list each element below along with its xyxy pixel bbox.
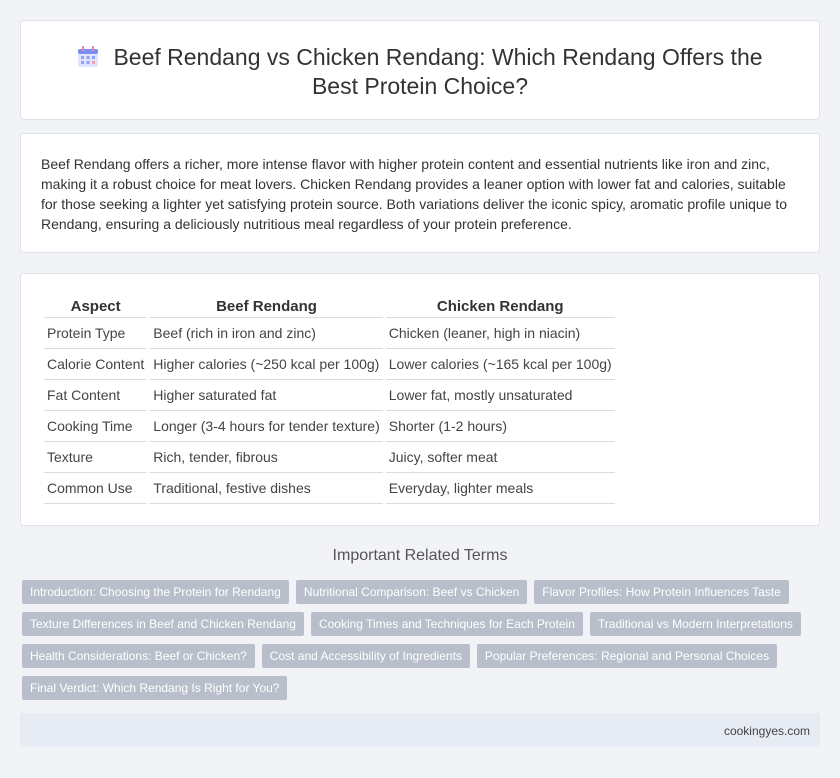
related-term-tag[interactable]: Traditional vs Modern Interpretations bbox=[590, 612, 801, 636]
footer bbox=[20, 713, 820, 747]
table-cell: Beef (rich in iron and zinc) bbox=[150, 318, 382, 349]
header-chicken: Chicken Rendang bbox=[386, 294, 615, 318]
table-cell: Cooking Time bbox=[44, 411, 147, 442]
table-row bbox=[44, 318, 615, 349]
table-cell: Higher saturated fat bbox=[150, 380, 382, 411]
table-cell: Chicken (leaner, high in niacin) bbox=[386, 318, 615, 349]
related-terms-heading: Important Related Terms bbox=[332, 547, 508, 564]
page-title bbox=[21, 43, 819, 101]
page-title-text: Beef Rendang vs Chicken Rendang: Which Rendang Offers the Best Protein Choice? bbox=[113, 44, 763, 99]
summary-card bbox=[20, 133, 820, 253]
table-cell: Texture bbox=[44, 442, 147, 473]
related-term-tag[interactable]: Texture Differences in Beef and Chicken Rendang bbox=[22, 612, 304, 636]
related-term-tag[interactable]: Introduction: Choosing the Protein for Rendang bbox=[22, 580, 289, 604]
table-cell: Everyday, lighter meals bbox=[386, 473, 615, 504]
title-card bbox=[20, 20, 820, 120]
summary-text: Beef Rendang offers a richer, more intense flavor with higher protein content and essential nutrients like iron and zinc, making it a robust choice for meat lovers. Chicken Rendang provides a leaner option with lower fat and calories, suitable for those seeking a lighter yet satisfying protein source. Both variations deliver the iconic spicy, aromatic profile unique to Rendang, ensuring a deliciously nutritious meal regardless of your protein preference. bbox=[41, 156, 788, 232]
related-term-tag[interactable]: Health Considerations: Beef or Chicken? bbox=[22, 644, 255, 668]
table-cell: Traditional, festive dishes bbox=[150, 473, 382, 504]
table-cell: Longer (3-4 hours for tender texture) bbox=[150, 411, 382, 442]
table-cell: Shorter (1-2 hours) bbox=[386, 411, 615, 442]
footer-site-link[interactable]: cookingyes.com bbox=[723, 724, 810, 738]
table-row bbox=[44, 411, 615, 442]
table-cell: Higher calories (~250 kcal per 100g) bbox=[150, 349, 382, 380]
header-beef: Beef Rendang bbox=[150, 294, 382, 318]
related-term-tag[interactable]: Cost and Accessibility of Ingredients bbox=[262, 644, 470, 668]
table-cell: Protein Type bbox=[44, 318, 147, 349]
comparison-table bbox=[41, 294, 618, 504]
table-cell: Common Use bbox=[44, 473, 147, 504]
related-term-tag[interactable]: Popular Preferences: Regional and Personal Choices bbox=[477, 644, 777, 668]
related-terms-list bbox=[22, 580, 822, 708]
table-cell: Calorie Content bbox=[44, 349, 147, 380]
related-term-tag[interactable]: Final Verdict: Which Rendang Is Right for You? bbox=[22, 676, 287, 700]
table-cell: Lower fat, mostly unsaturated bbox=[386, 380, 615, 411]
related-term-tag[interactable]: Flavor Profiles: How Protein Influences Taste bbox=[534, 580, 789, 604]
table-row bbox=[44, 349, 615, 380]
table-cell: Rich, tender, fibrous bbox=[150, 442, 382, 473]
table-cell: Lower calories (~165 kcal per 100g) bbox=[386, 349, 615, 380]
table-row bbox=[44, 473, 615, 504]
header-aspect: Aspect bbox=[44, 294, 147, 318]
table-row bbox=[44, 380, 615, 411]
related-term-tag[interactable]: Cooking Times and Techniques for Each Protein bbox=[311, 612, 583, 636]
table-header-row bbox=[44, 294, 615, 318]
table-cell: Fat Content bbox=[44, 380, 147, 411]
table-row bbox=[44, 442, 615, 473]
table-cell: Juicy, softer meat bbox=[386, 442, 615, 473]
comparison-card bbox=[20, 273, 820, 526]
calendar-icon bbox=[77, 46, 99, 68]
related-term-tag[interactable]: Nutritional Comparison: Beef vs Chicken bbox=[296, 580, 527, 604]
